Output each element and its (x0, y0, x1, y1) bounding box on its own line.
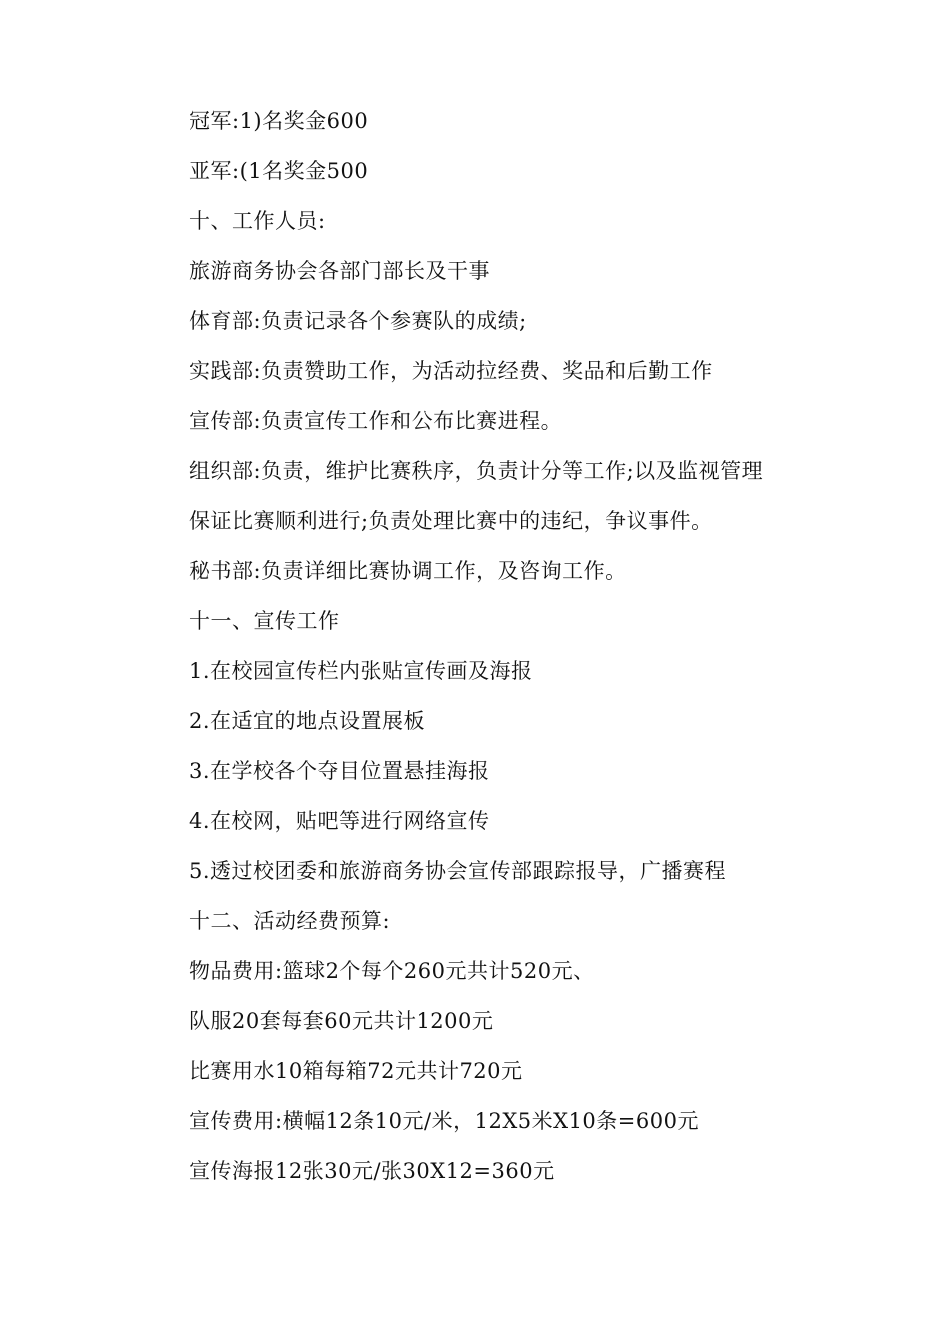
prize-runner-up-line: 亚军:(1名奖金500 (189, 159, 369, 183)
section-heading-staff: 十、工作人员: (189, 209, 326, 233)
publicity-dept-duty: 宣传部:负责宣传工作和公布比赛进程。 (189, 409, 563, 433)
publicity-item-5: 5.透过校团委和旅游商务协会宣传部跟踪报导，广播赛程 (189, 859, 727, 883)
budget-basketball: 物品费用:篮球2个每个260元共计520元、 (189, 959, 595, 983)
organization-dept-duty: 组织部:负责，维护比赛秩序，负责计分等工作;以及监视管理 (189, 459, 764, 483)
budget-water: 比赛用水10箱每箱72元共计720元 (189, 1059, 523, 1083)
publicity-item-3: 3.在学校各个夺目位置悬挂海报 (189, 759, 490, 783)
secretariat-duty: 秘书部:负责详细比赛协调工作，及咨询工作。 (189, 559, 627, 583)
practice-dept-duty: 实践部:负责赞助工作，为活动拉经费、奖品和后勤工作 (189, 359, 713, 383)
budget-banners: 宣传费用:横幅12条10元/米，12X5米X10条=600元 (189, 1109, 699, 1133)
section-heading-budget: 十二、活动经费预算: (189, 909, 391, 933)
publicity-item-2: 2.在适宜的地点设置展板 (189, 709, 426, 733)
staff-overview-line: 旅游商务协会各部门部长及干事 (189, 259, 490, 283)
sports-dept-duty: 体育部:负责记录各个参赛队的成绩; (189, 309, 527, 333)
section-heading-publicity: 十一、宣传工作 (189, 609, 340, 633)
publicity-item-1: 1.在校园宣传栏内张贴宣传画及海报 (189, 659, 533, 683)
budget-posters: 宣传海报12张30元/张30X12=360元 (189, 1159, 555, 1183)
organization-dept-duty-continued: 保证比赛顺利进行;负责处理比赛中的违纪，争议事件。 (189, 509, 713, 533)
document-body (189, 96, 829, 1196)
prize-champion-line: 冠军:1)名奖金600 (189, 109, 369, 133)
publicity-item-4: 4.在校网，贴吧等进行网络宣传 (189, 809, 490, 833)
budget-uniforms: 队服20套每套60元共计1200元 (189, 1009, 494, 1033)
